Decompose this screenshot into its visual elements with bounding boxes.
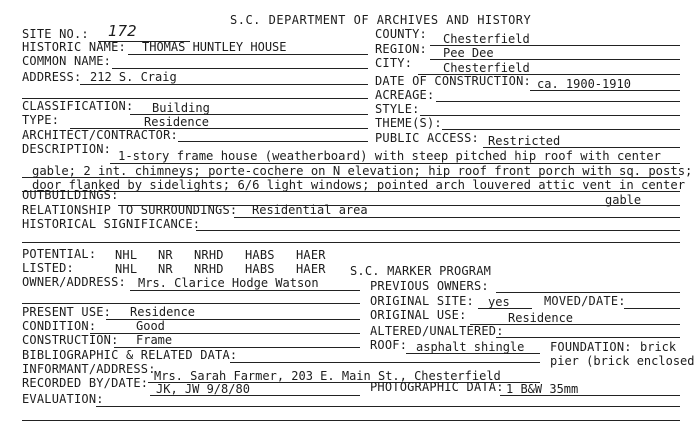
acreage-underline — [436, 101, 680, 102]
listed-nrhd: NRHD — [194, 262, 224, 276]
description-line-3: door flanked by sidelights; 6/6 light windows; pointed arch louvered attic vent in center — [32, 178, 686, 192]
informant-label: INFORMANT/ADDRESS: — [22, 362, 156, 376]
relationship-label: RELATIONSHIP TO SURROUNDINGS: — [22, 203, 238, 217]
recorded-by-label: RECORDED BY/DATE: — [22, 376, 149, 390]
address-label: ADDRESS: — [22, 70, 82, 84]
owner-label: OWNER/ADDRESS: — [22, 275, 126, 289]
historic-name-label: HISTORIC NAME: — [22, 40, 126, 54]
construction-value: Frame — [136, 333, 173, 347]
evaluation-label: EVALUATION: — [22, 392, 104, 406]
photographic-data-label: PHOTOGRAPHIC DATA: — [370, 380, 504, 394]
themes-label: THEME(S): — [375, 116, 442, 130]
style-underline — [420, 115, 680, 116]
common-name-label: COMMON NAME: — [22, 54, 112, 68]
date-of-construction-value: ca. 1900-1910 — [537, 77, 631, 91]
foundation-value-2: pier (brick enclosed — [550, 354, 695, 368]
photographic-data-underline — [500, 395, 680, 396]
common-name-underline — [112, 68, 368, 69]
public-access-value: Restricted — [488, 134, 561, 148]
address-value: 212 S. Craig — [90, 70, 177, 84]
bibliographic-underline — [230, 362, 540, 363]
potential-nrhd: NRHD — [194, 248, 224, 262]
present-use-value: Residence — [130, 305, 196, 319]
public-access-underline — [483, 147, 680, 148]
description-line-4: gable — [605, 193, 642, 207]
region-label: REGION: — [375, 42, 427, 56]
original-use-label: ORIGINAL USE: — [370, 308, 467, 322]
roof-value: asphalt shingle — [416, 340, 525, 354]
type-value: Residence — [144, 115, 210, 129]
original-site-label: ORIGINAL SITE: — [370, 294, 474, 308]
evaluation-underline-2 — [22, 420, 680, 421]
description-label: DESCRIPTION: — [22, 142, 112, 156]
public-access-label: PUBLIC ACCESS: — [375, 131, 479, 145]
altered-label: ALTERED/UNALTERED: — [370, 324, 504, 338]
construction-label: CONSTRUCTION: — [22, 333, 119, 347]
original-site-underline — [478, 308, 532, 309]
significance-underline-1 — [196, 230, 680, 231]
listed-habs: HABS — [245, 262, 275, 276]
previous-owners-underline — [496, 292, 680, 293]
listed-nhl: NHL — [115, 262, 138, 276]
informant-value: Mrs. Sarah Farmer, 203 E. Main St., Chesterfield — [154, 369, 501, 383]
description-line-1: 1-story frame house (weatherboard) with steep pitched hip roof with center — [118, 149, 661, 163]
description-underline-3 — [22, 191, 680, 192]
listed-label: LISTED: — [22, 261, 74, 275]
classification-value: Building — [152, 101, 210, 115]
type-label: TYPE: — [22, 113, 60, 127]
potential-nhl: NHL — [115, 248, 138, 262]
foundation-value: brick — [640, 340, 677, 354]
form-title: S.C. DEPARTMENT OF ARCHIVES AND HISTORY — [230, 13, 532, 27]
site-no-value: 172 — [108, 22, 137, 40]
architect-underline — [178, 141, 368, 142]
address-underline — [80, 84, 368, 85]
date-of-construction-underline — [530, 90, 680, 91]
outbuildings-label: OUTBUILDINGS: — [22, 188, 119, 202]
listed-nr: NR — [158, 262, 173, 276]
present-use-label: PRESENT USE: — [22, 305, 112, 319]
owner-value: Mrs. Clarice Hodge Watson — [138, 276, 319, 290]
roof-underline — [406, 353, 540, 354]
historic-name-value: THOMAS HUNTLEY HOUSE — [142, 40, 287, 54]
relationship-value: Residential area — [252, 203, 368, 217]
potential-habs: HABS — [245, 248, 275, 262]
owner-underline-2 — [22, 303, 360, 304]
photographic-data-value: 1 B&W 35mm — [506, 382, 579, 396]
bibliographic-label: BIBLIOGRAPHIC & RELATED DATA: — [22, 348, 238, 362]
site-no-label: SITE NO.: — [22, 27, 89, 41]
city-label: CITY: — [375, 56, 413, 70]
potential-label: POTENTIAL: — [22, 247, 97, 261]
region-value: Pee Dee — [443, 46, 494, 60]
county-value: Chesterfield — [443, 32, 530, 46]
relationship-underline — [234, 217, 680, 218]
acreage-label: ACREAGE: — [375, 88, 435, 102]
condition-value: Good — [136, 319, 165, 333]
foundation-label: FOUNDATION: — [550, 340, 632, 354]
altered-underline — [496, 337, 680, 338]
condition-label: CONDITION: — [22, 319, 97, 333]
description-line-2: gable; 2 int. chimneys; porte-cochere on N elevation; hip roof front porch with sq. posts; — [32, 164, 693, 178]
roof-label: ROOF: — [370, 338, 408, 352]
significance-underline-2 — [22, 242, 680, 243]
architect-label: ARCHITECT/CONTRACTOR: — [22, 128, 178, 142]
evaluation-underline-1 — [96, 406, 680, 407]
recorded-by-underline — [150, 395, 360, 396]
moved-date-underline — [624, 308, 680, 309]
marker-program-label: S.C. MARKER PROGRAM — [350, 264, 492, 278]
themes-underline — [442, 129, 680, 130]
previous-owners-label: PREVIOUS OWNERS: — [370, 279, 489, 293]
original-use-value: Residence — [508, 311, 574, 325]
style-label: STYLE: — [375, 102, 420, 116]
condition-underline — [90, 333, 360, 334]
date-of-construction-label: DATE OF CONSTRUCTION: — [375, 74, 531, 88]
classification-label: CLASSIFICATION: — [22, 99, 134, 113]
owner-underline — [130, 290, 360, 291]
historic-name-underline — [128, 54, 368, 55]
moved-date-label: MOVED/DATE: — [544, 294, 626, 308]
county-label: COUNTY: — [375, 27, 427, 41]
listed-haer: HAER — [296, 262, 326, 276]
potential-haer: HAER — [296, 248, 326, 262]
potential-nr: NR — [158, 248, 173, 262]
region-underline — [430, 59, 680, 60]
city-value: Chesterfield — [443, 61, 530, 75]
original-site-value: yes — [488, 295, 510, 309]
recorded-by-value: JK, JW 9/8/80 — [156, 382, 250, 396]
historical-significance-label: HISTORICAL SIGNIFICANCE: — [22, 217, 201, 231]
